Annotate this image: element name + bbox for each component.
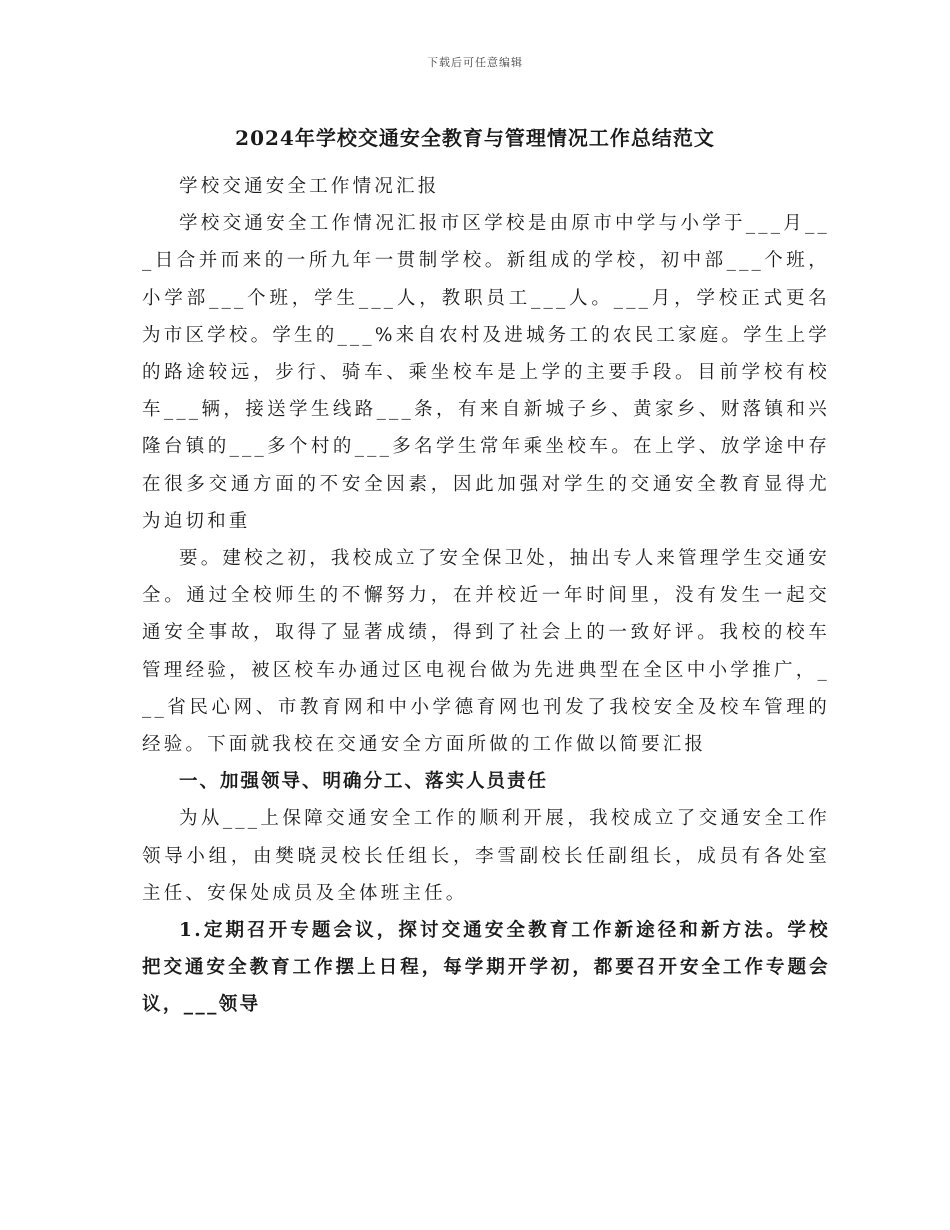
document-body <box>142 168 830 1024</box>
header-note: 下载后可任意编辑 <box>427 56 523 69</box>
paragraph-achievements: 要。建校之初，我校成立了安全保卫处，抽出专人来管理学生交通安全。通过全校师生的不懈努力，在并校近一年时间里，没有发生一起交通安全事故，取得了显著成绩，得到了社会上的一致好评。我校的校车管理经验，被区校车办通过区电视台做为先进典型在全区中小学推广，___省民心网、市教育网和中小学德育网也刊发了我校安全及校车管理的经验。下面就我校在交通安全方面所做的工作做以简要汇报 <box>142 548 831 756</box>
paragraph-subtitle: 学校交通安全工作情况汇报 <box>179 176 440 197</box>
paragraph-intro: 学校交通安全工作情况汇报市区学校是由原市中学与小学于___月___日合并而来的一所九年一贯制学校。新组成的学校，初中部___个班，小学部___个班，学生___人，教职员工___人。___月，学校正式更名为市区学校。学生的___%来自农村及进城务工的农民工家庭。学生上学的路途较远，步行、骑车、乘坐校车是上学的主要手段。目前学校有校车___辆，接送学生线路___条，有来自新城子乡、黄家乡、财落镇和兴隆台镇的___多个村的___多名学生常年乘坐校车。在上学、放学途中存在很多交通方面的不安全因素，因此加强对学生的交通安全教育显得尤为迫切和重 <box>142 213 830 532</box>
section-heading-1: 一、加强领导、明确分工、落实人员责任 <box>179 771 549 793</box>
paragraph-section-1: 为从___上保障交通安全工作的顺利开展，我校成立了交通安全工作领导小组，由樊晓灵校长任组长，李雪副校长任副组长，成员有各处室主任、安保处成员及全体班主任。 <box>142 808 830 904</box>
paragraph-item-1: 1.定期召开专题会议，探讨交通安全教育工作新途径和新方法。学校把交通安全教育工作摆上日程，每学期开学初，都要召开安全工作专题会议，___领导 <box>142 920 830 1016</box>
document-title: 2024年学校交通安全教育与管理情况工作总结范文 <box>235 126 715 150</box>
